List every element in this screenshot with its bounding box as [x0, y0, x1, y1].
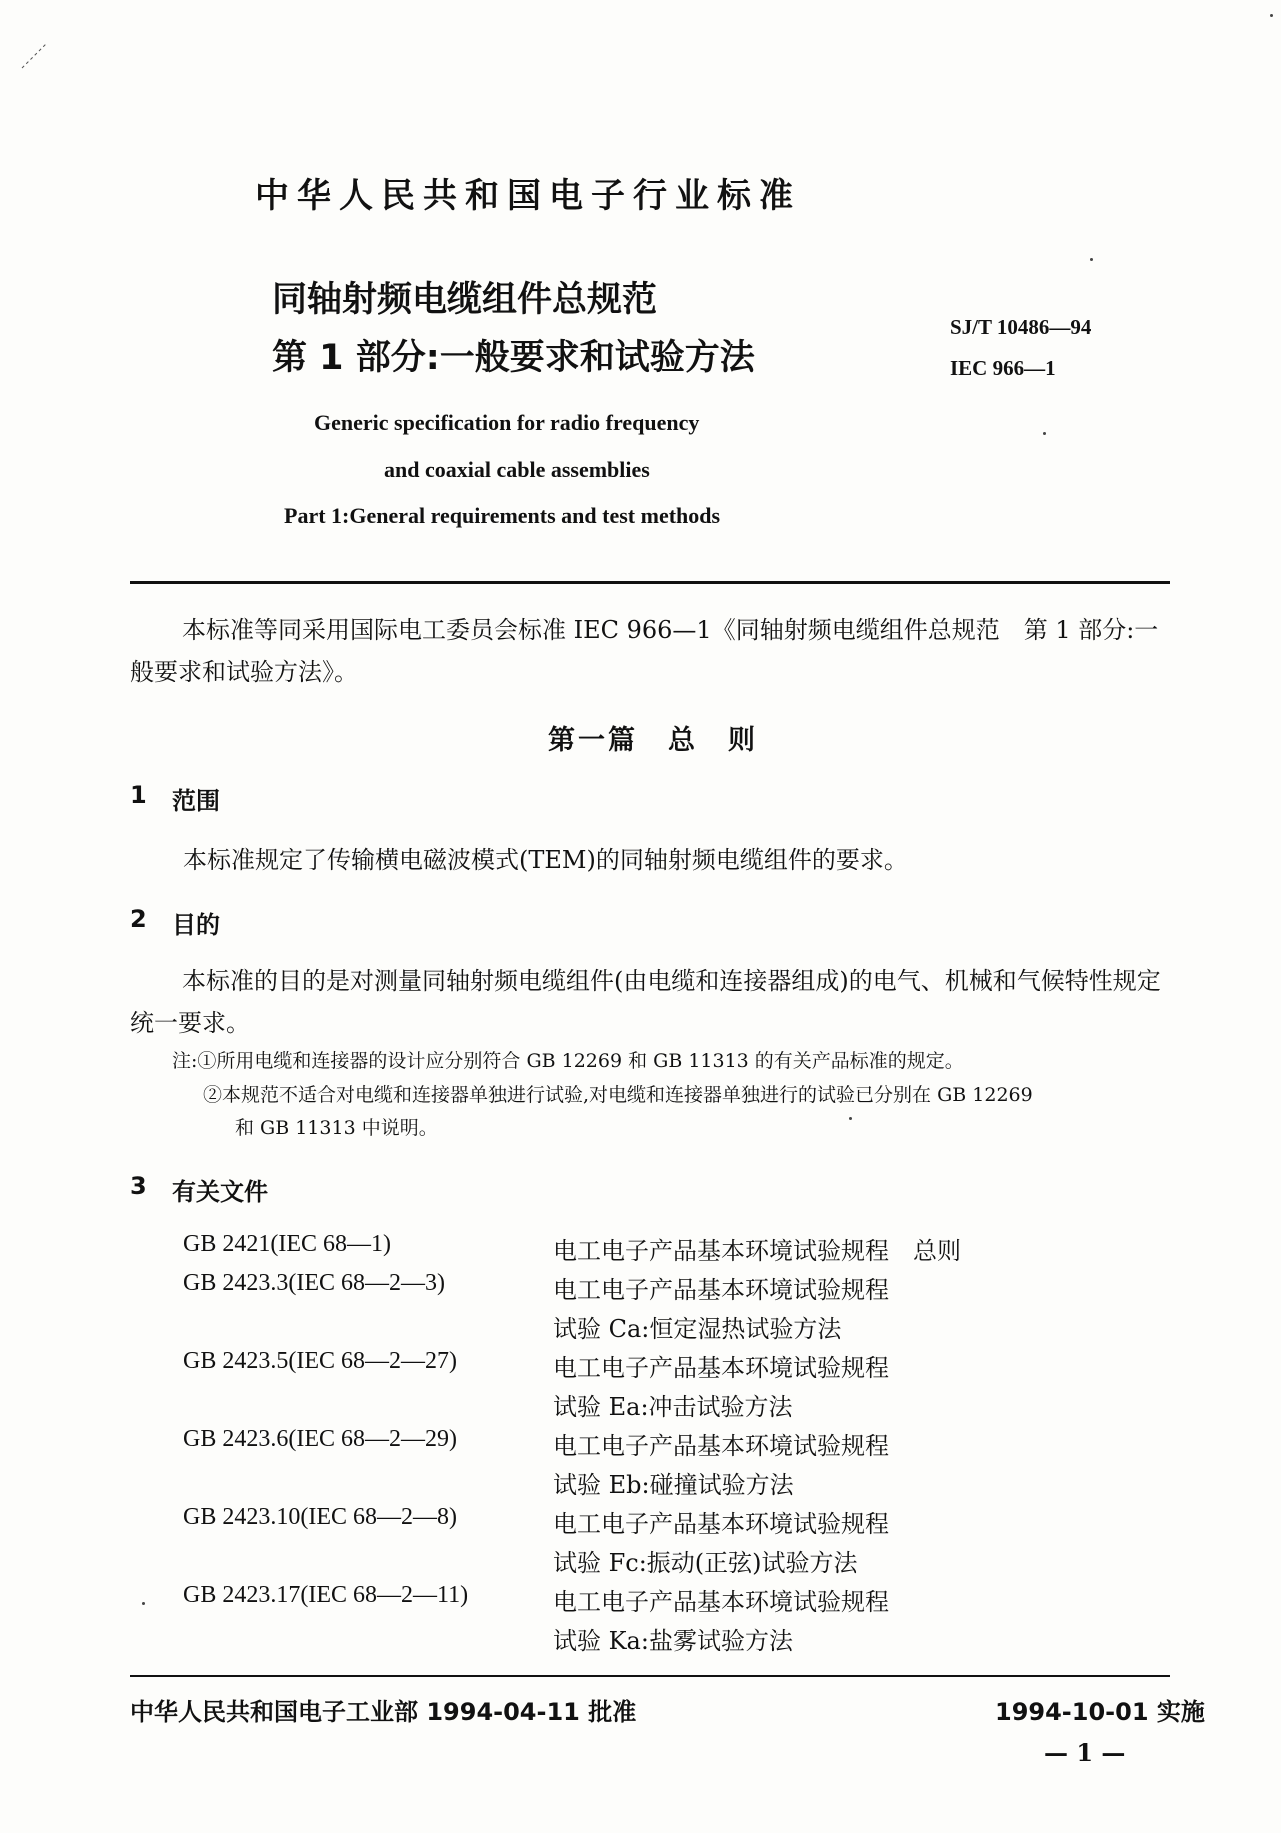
scan-mark — [20, 40, 50, 70]
scan-speck — [849, 1117, 852, 1120]
header-divider — [130, 581, 1170, 584]
reference-desc: 电工电子产品基本环境试验规程 — [553, 1588, 889, 1616]
title-en-line3: Part 1:General requirements and test methods — [284, 503, 721, 528]
reference-code: GB 2423.5(IEC 68—2—27) — [183, 1348, 457, 1374]
section-2-number: 2 — [130, 905, 147, 933]
reference-desc-sub: 试验 Fc:振动(正弦)试验方法 — [553, 1549, 858, 1577]
section-2-title: 目的 — [172, 911, 220, 939]
section-2-note-2a: ②本规范不适合对电缆和连接器单独进行试验,对电缆和连接器单独进行的试验已分别在 GB 12269 — [203, 1084, 1033, 1106]
section-1-text: 本标准规定了传输横电磁波模式(TEM)的同轴射频电缆组件的要求。 — [183, 846, 908, 874]
page-number: — 1 — — [1044, 1738, 1126, 1767]
title-cn-line1: 同轴射频电缆组件总规范 — [272, 280, 658, 320]
reference-code: GB 2423.3(IEC 68—2—3) — [183, 1270, 445, 1296]
section-3-number: 3 — [130, 1172, 147, 1200]
reference-code: GB 2423.6(IEC 68—2—29) — [183, 1426, 457, 1452]
reference-desc-sub: 试验 Ca:恒定湿热试验方法 — [553, 1315, 842, 1343]
reference-code: GB 2421(IEC 68—1) — [183, 1231, 391, 1257]
reference-desc: 电工电子产品基本环境试验规程 总则 — [553, 1237, 961, 1265]
scan-speck — [1270, 14, 1273, 17]
section-1-number: 1 — [130, 781, 147, 809]
footer-effective-date: 1994-10-01 实施 — [995, 1698, 1205, 1726]
reference-code: GB 2423.17(IEC 68—2—11) — [183, 1582, 469, 1608]
reference-code: GB 2423.10(IEC 68—2—8) — [183, 1504, 457, 1530]
scan-speck — [142, 1602, 145, 1605]
chapter-heading: 第一篇 总 则 — [548, 725, 758, 756]
standard-code-sj: SJ/T 10486—94 — [950, 315, 1092, 339]
section-2-text: 本标准的目的是对测量同轴射频电缆组件(由电缆和连接器组成)的电气、机械和气候特性规定统一要求。 — [130, 967, 1161, 1037]
title-en-line2: and coaxial cable assemblies — [384, 457, 650, 482]
scan-speck — [1090, 258, 1093, 261]
reference-desc: 电工电子产品基本环境试验规程 — [553, 1432, 889, 1460]
reference-desc: 电工电子产品基本环境试验规程 — [553, 1510, 889, 1538]
reference-desc: 电工电子产品基本环境试验规程 — [553, 1354, 889, 1382]
reference-desc: 电工电子产品基本环境试验规程 — [553, 1276, 889, 1304]
section-3-title: 有关文件 — [172, 1178, 268, 1206]
scan-speck — [1043, 432, 1046, 435]
standard-header-title: 中华人民共和国电子行业标准 — [255, 176, 801, 216]
footer-approval: 中华人民共和国电子工业部 1994-04-11 批准 — [130, 1698, 637, 1726]
section-1-title: 范围 — [172, 787, 220, 815]
section-2-note-2b: 和 GB 11313 中说明。 — [235, 1117, 438, 1139]
intro-paragraph: 本标准等同采用国际电工委员会标准 IEC 966—1《同轴射频电缆组件总规范 第 1 部分:一般要求和试验方法》。 — [130, 616, 1159, 686]
title-en-line1: Generic specification for radio frequency — [314, 410, 700, 435]
footer-divider — [130, 1675, 1170, 1677]
reference-desc-sub: 试验 Ea:冲击试验方法 — [553, 1393, 793, 1421]
section-2-note-1: 注:①所用电缆和连接器的设计应分别符合 GB 12269 和 GB 11313 的有关产品标准的规定。 — [172, 1050, 964, 1072]
title-cn-line2: 第 1 部分:一般要求和试验方法 — [272, 338, 755, 378]
standard-code-iec: IEC 966—1 — [950, 356, 1056, 380]
reference-desc-sub: 试验 Eb:碰撞试验方法 — [553, 1471, 794, 1499]
reference-desc-sub: 试验 Ka:盐雾试验方法 — [553, 1627, 793, 1655]
